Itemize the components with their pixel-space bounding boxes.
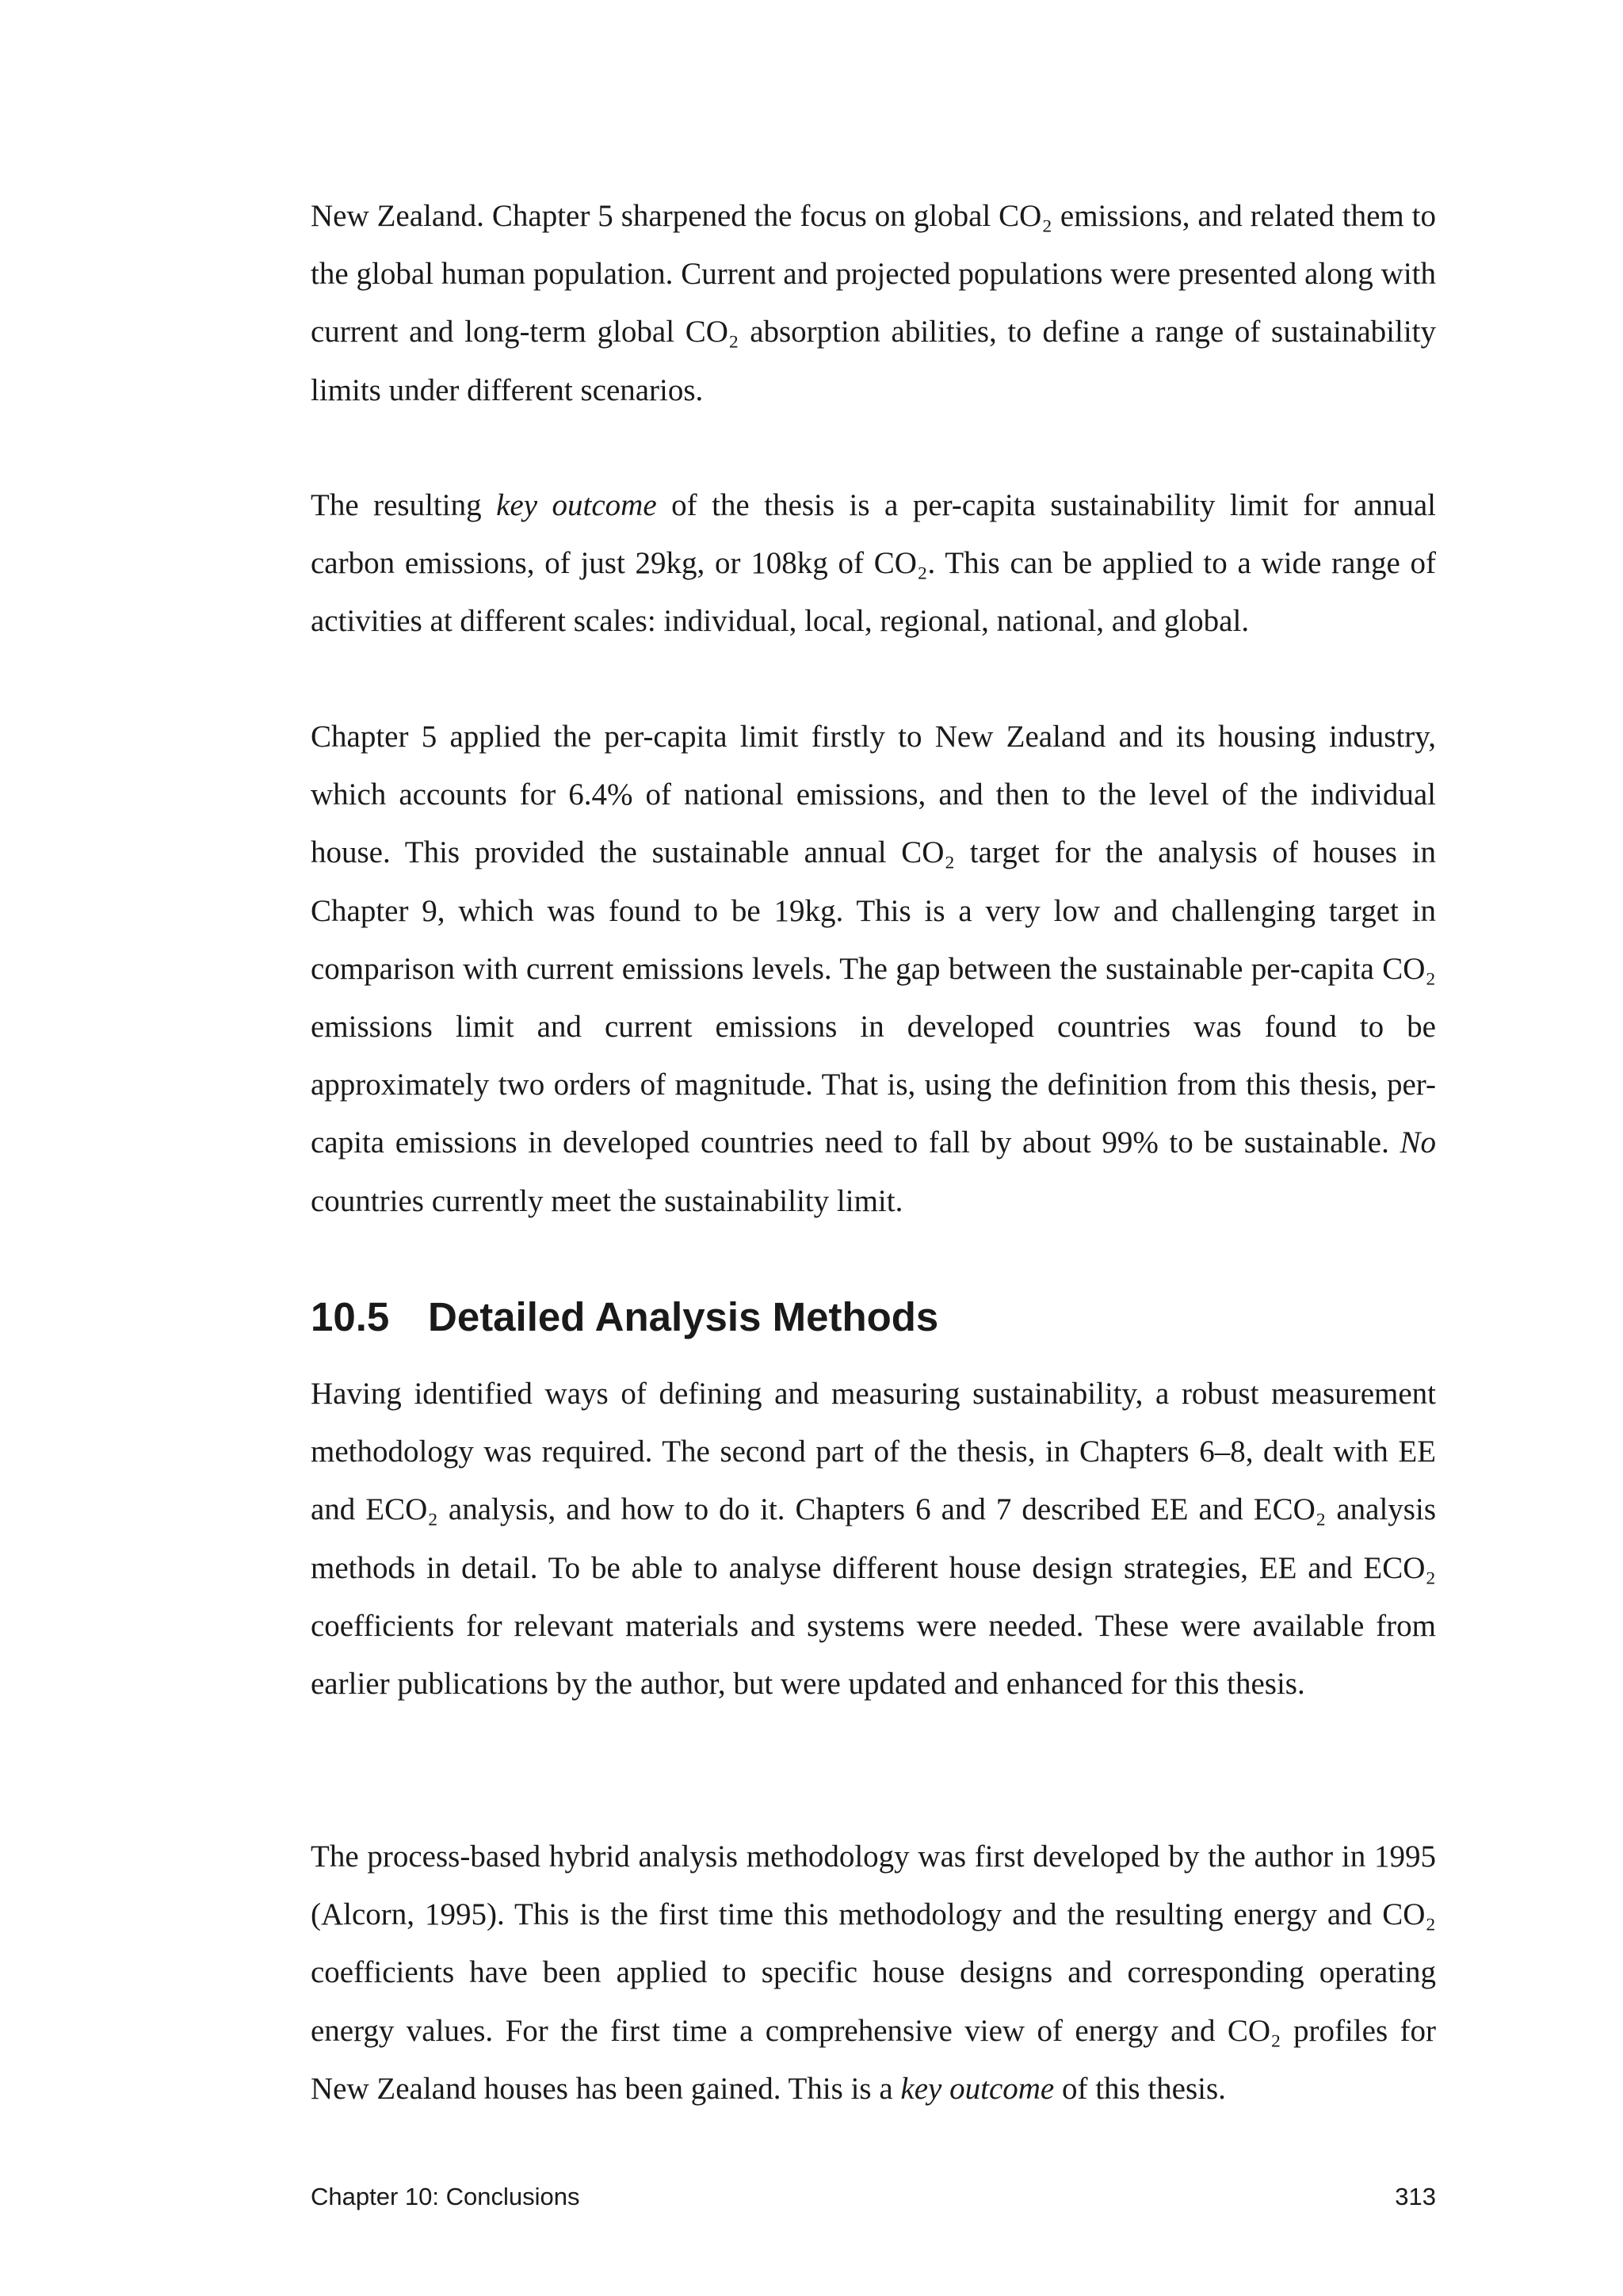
emphasis-text: No [1400,1125,1436,1160]
paragraph-text: Having identified ways of defining and measuring sustainability, a robust measurement methodology was required. The second part of the thesis, in Chapters 6–8, dealt with EE and ECO₂ analysis, and how to do it. Chapters 6 and 7 described EE and ECO₂ analysis methods in detail. To be able to analyse different house design strategies, EE and ECO₂ coefficients for relevant materials and systems were needed. These were available from earlier publications by the author, but were updated and enhanced for this thesis. [311,1377,1436,1702]
emphasis-text: key outcome [496,488,657,522]
paragraph-text: The process-based hybrid analysis methodology was first developed by the author in 1995 (Alcorn, 1995). This is the first time this methodology and the resulting energy and CO₂ coefficients have been applied to specific house designs and corresponding operating energy values. For the first time a comprehensive view of energy and CO₂ profiles for New Zealand houses has been gained. This is a [311,1839,1436,2106]
paragraph-methodology [311,1365,1436,1713]
paragraph-key-outcome-limit [311,476,1436,651]
paragraph-housing-target [311,708,1436,1230]
paragraph-text: countries currently meet the sustainability limit. [311,1183,903,1218]
footer-chapter-title: Chapter 10: Conclusions [311,2183,580,2210]
paragraph-text: of the thesis is a per-capita sustainability limit for annual carbon emissions, of just 29kg, or 108kg of CO₂. This can be applied to a wide range of activities at different scales: individual, local, regional, national, and global. [311,488,1436,639]
section-number: 10.5 [311,1294,390,1339]
paragraph-text: The resulting [311,488,497,522]
paragraph-text: of this thesis. [1054,2071,1226,2106]
paragraph-text: New Zealand. Chapter 5 sharpened the focus on global CO₂ emissions, and related them to the global human population. Current and projected populations were presented along with current and long-term global CO₂ absorption abilities, to define a range of sustainability limits under different scenarios. [311,199,1436,407]
paragraph-hybrid-analysis [311,1828,1436,2118]
paragraph-scenarios-summary [311,187,1436,419]
emphasis-text: key outcome [900,2071,1055,2106]
section-heading [311,1293,938,1341]
paragraph-text: Chapter 5 applied the per-capita limit firstly to New Zealand and its housing industry, which accounts for 6.4% of national emissions, and then to the level of the individual house. This provided the sustainable annual CO₂ target for the analysis of houses in Chapter 9, which was found to be 19kg. This is a very low and challenging target in comparison with current emissions levels. The gap between the sustainable per-capita CO₂ emissions limit and current emissions in developed countries was found to be approximately two orders of magnitude. That is, using the definition from this thesis, per-capita emissions in developed countries need to fall by about 99% to be sustainable. [311,720,1436,1160]
section-title: Detailed Analysis Methods [428,1294,939,1339]
footer-page-number: 313 [1395,2183,1436,2210]
